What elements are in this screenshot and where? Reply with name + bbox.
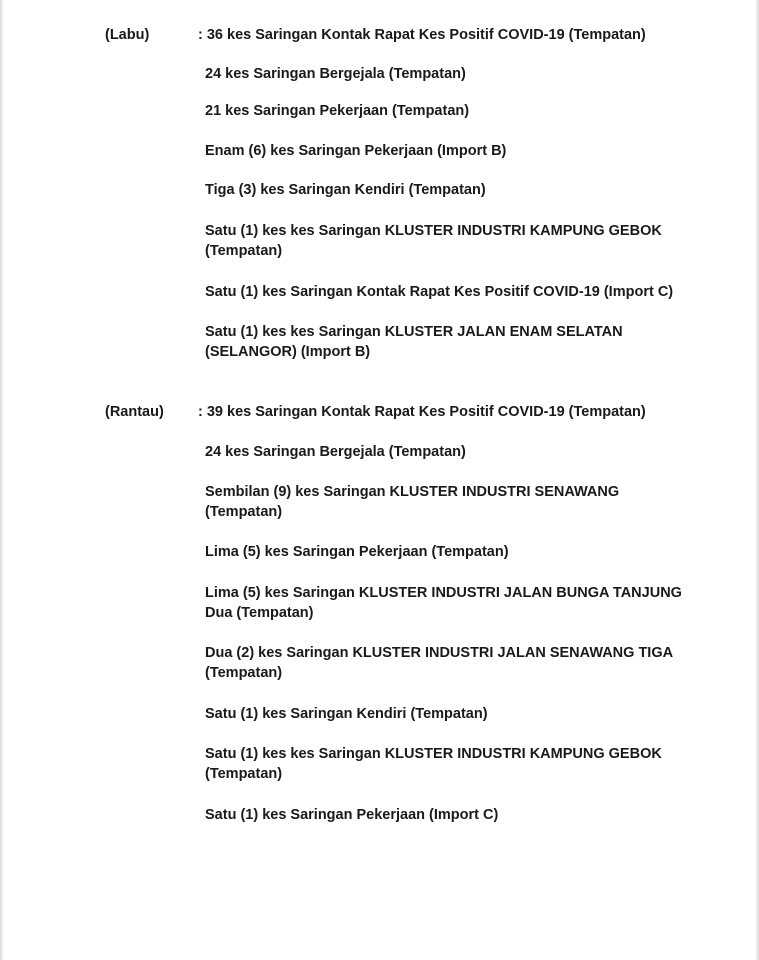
case-item: : 36 kes Saringan Kontak Rapat Kes Positif COVID-19 (Tempatan) xyxy=(198,27,646,43)
case-item: Enam (6) kes Saringan Pekerjaan (Import B) xyxy=(205,143,507,159)
page-edge-right xyxy=(755,0,759,960)
case-item: Lima (5) kes Saringan KLUSTER INDUSTRI JALAN BUNGA TANJUNG Dua (Tempatan) xyxy=(205,585,682,621)
case-item: Lima (5) kes Saringan Pekerjaan (Tempatan) xyxy=(205,544,509,560)
case-item: Satu (1) kes kes Saringan KLUSTER JALAN ENAM SELATAN (SELANGOR) (Import B) xyxy=(205,324,623,360)
case-item: Satu (1) kes Saringan Pekerjaan (Import C) xyxy=(205,807,499,823)
case-item: : 39 kes Saringan Kontak Rapat Kes Positif COVID-19 (Tempatan) xyxy=(198,404,646,420)
district-label: (Labu) xyxy=(105,27,150,43)
case-item: Tiga (3) kes Saringan Kendiri (Tempatan) xyxy=(205,182,486,198)
case-item: 21 kes Saringan Pekerjaan (Tempatan) xyxy=(205,103,470,119)
case-item: 24 kes Saringan Bergejala (Tempatan) xyxy=(205,66,466,82)
case-item: Satu (1) kes kes Saringan KLUSTER INDUSTRI KAMPUNG GEBOK (Tempatan) xyxy=(205,746,662,782)
page-edge-left xyxy=(0,0,4,960)
case-item: Satu (1) kes kes Saringan KLUSTER INDUSTRI KAMPUNG GEBOK (Tempatan) xyxy=(205,223,662,259)
district-label: (Rantau) xyxy=(105,404,164,420)
case-item: Sembilan (9) kes Saringan KLUSTER INDUSTRI SENAWANG (Tempatan) xyxy=(205,484,620,520)
case-item: 24 kes Saringan Bergejala (Tempatan) xyxy=(205,444,466,460)
case-item: Dua (2) kes Saringan KLUSTER INDUSTRI JALAN SENAWANG TIGA (Tempatan) xyxy=(205,645,674,681)
case-item: Satu (1) kes Saringan Kendiri (Tempatan) xyxy=(205,706,488,722)
case-item: Satu (1) kes Saringan Kontak Rapat Kes Positif COVID-19 (Import C) xyxy=(205,284,674,300)
